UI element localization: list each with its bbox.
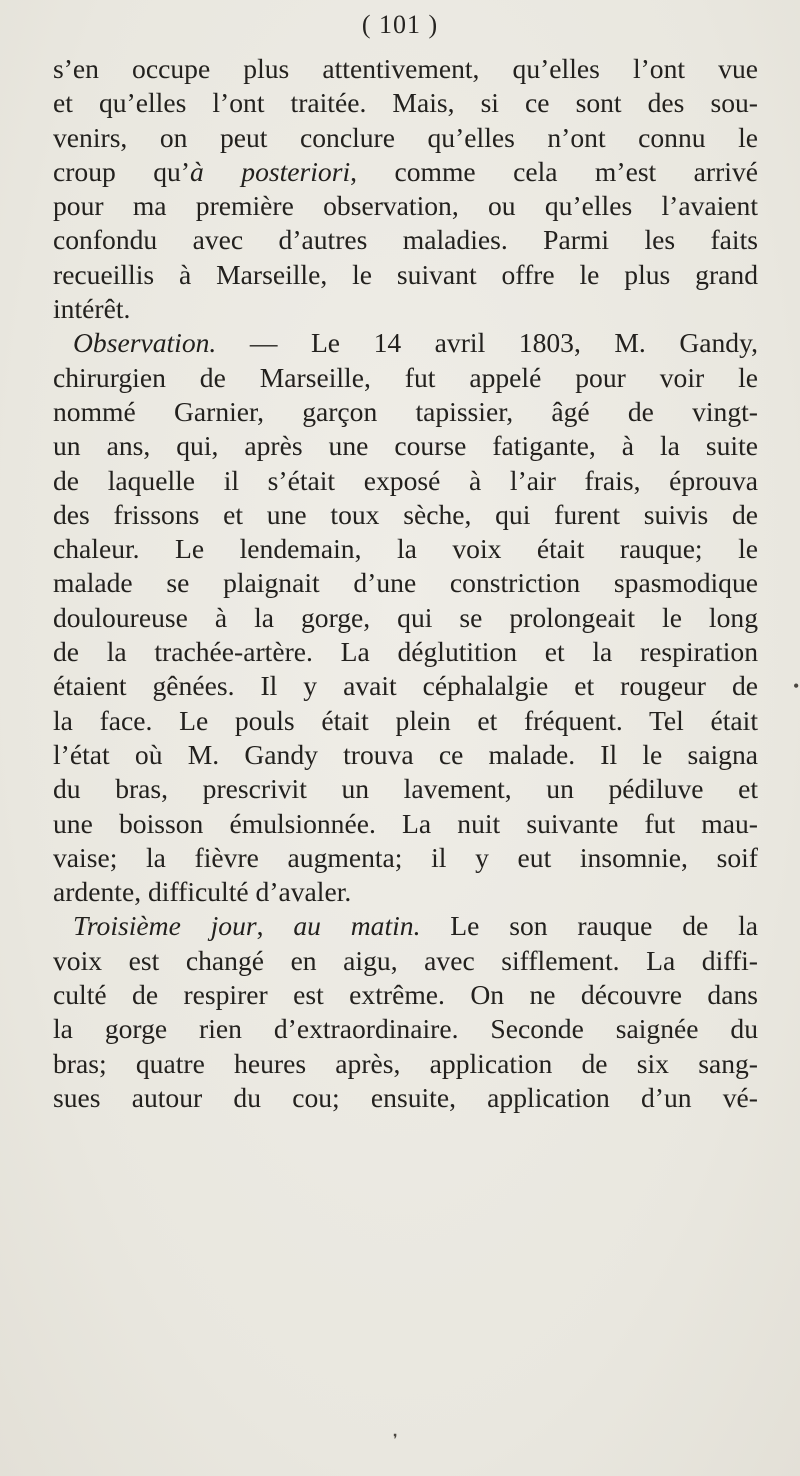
text-segment: croup qu’ [53, 155, 191, 187]
text-line [53, 532, 758, 566]
text-line [53, 1012, 758, 1046]
page-number: ( 101 ) [361, 10, 439, 39]
text-line [53, 121, 758, 155]
text-line [53, 429, 758, 463]
text-line [53, 498, 758, 532]
text-segment: confondu avec d’autres maladies. Parmi les faits [53, 224, 758, 256]
text-segment: pour ma première observation, ou qu’elles l’avaient [53, 190, 758, 222]
text-line [53, 86, 758, 120]
text-line [53, 1047, 758, 1081]
text-line [53, 223, 758, 257]
text-line [53, 772, 758, 806]
text-segment: chaleur. Le lendemain, la voix était rauque; le [53, 533, 758, 565]
italic-text: Troisième jour [73, 910, 257, 942]
text-segment: de laquelle il s’était exposé à l’air frais, éprouva [53, 464, 758, 496]
text-segment: , comme cela m’est arrivé [350, 155, 758, 187]
italic-text: au matin. [293, 910, 421, 942]
text-line [53, 258, 758, 292]
text-line [53, 704, 758, 738]
text-line [53, 738, 758, 772]
italic-text: à posteriori [190, 155, 351, 187]
text-segment: Le son rauque de la [420, 910, 758, 942]
text-segment: voix est changé en aigu, avec sifflement. La diffi- [53, 944, 758, 976]
text-segment: l’état où M. Gandy trouva ce malade. Il le saigna [53, 738, 758, 770]
text-segment: des frissons et une toux sèche, qui furent suivis de [53, 498, 758, 530]
text-segment: malade se plaignait d’une constriction spasmodique [53, 567, 758, 599]
print-speck: • [793, 676, 800, 696]
text-line [53, 944, 758, 978]
text-line [53, 52, 758, 86]
text-line [53, 155, 758, 189]
text-segment: — Le 14 avril 1803, M. Gandy, [216, 327, 758, 359]
text-line [53, 601, 758, 635]
text-line [53, 361, 758, 395]
text-segment: du bras, prescrivit un lavement, un pédiluve et [53, 773, 758, 805]
text-line [53, 566, 758, 600]
text-segment: venirs, on peut conclure qu’elles n’ont connu le [53, 121, 758, 153]
text-segment: chirurgien de Marseille, fut appelé pour voir le [53, 361, 758, 393]
print-speck: ❜ [393, 1433, 398, 1448]
text-segment: la gorge rien d’extraordinaire. Seconde saignée du [53, 1013, 758, 1045]
text-line [53, 326, 758, 360]
text-segment: un ans, qui, après une course fatigante, à la suite [53, 430, 758, 462]
text-segment: , [256, 910, 294, 942]
text-segment: bras; quatre heures après, application de six sang- [53, 1047, 758, 1079]
text-line [53, 464, 758, 498]
text-line [53, 189, 758, 223]
italic-text: Observation. [73, 327, 217, 359]
text-segment: nommé Garnier, garçon tapissier, âgé de vingt- [53, 395, 758, 427]
text-line [53, 1081, 758, 1115]
body-text [53, 52, 758, 1115]
text-segment: étaient gênées. Il y avait céphalalgie et rougeur de [53, 670, 758, 702]
text-segment: ardente, difficulté d’avaler. [53, 876, 352, 908]
text-line [53, 875, 758, 909]
text-segment: douloureuse à la gorge, qui se prolongeait le long [53, 601, 758, 633]
text-segment: intérêt. [53, 293, 131, 325]
text-line [53, 635, 758, 669]
text-line [53, 395, 758, 429]
text-line [53, 292, 758, 326]
text-line [53, 909, 758, 943]
text-segment: de la trachée-artère. La déglutition et la respiration [53, 636, 758, 668]
text-segment: une boisson émulsionnée. La nuit suivante fut mau- [53, 807, 758, 839]
text-segment: vaise; la fièvre augmenta; il y eut insomnie, soif [53, 841, 758, 873]
text-segment: s’en occupe plus attentivement, qu’elles l’ont vue [53, 53, 758, 84]
text-segment: sues autour du cou; ensuite, application d’un vé- [53, 1081, 758, 1113]
text-segment: recueillis à Marseille, le suivant offre le plus grand [53, 258, 758, 290]
text-line [53, 841, 758, 875]
text-segment: culté de respirer est extrême. On ne découvre dans [53, 979, 758, 1011]
text-segment: et qu’elles l’ont traitée. Mais, si ce sont des sou- [53, 87, 758, 119]
text-line [53, 978, 758, 1012]
text-line [53, 807, 758, 841]
text-line [53, 669, 758, 703]
text-segment: la face. Le pouls était plein et fréquent. Tel était [53, 704, 758, 736]
